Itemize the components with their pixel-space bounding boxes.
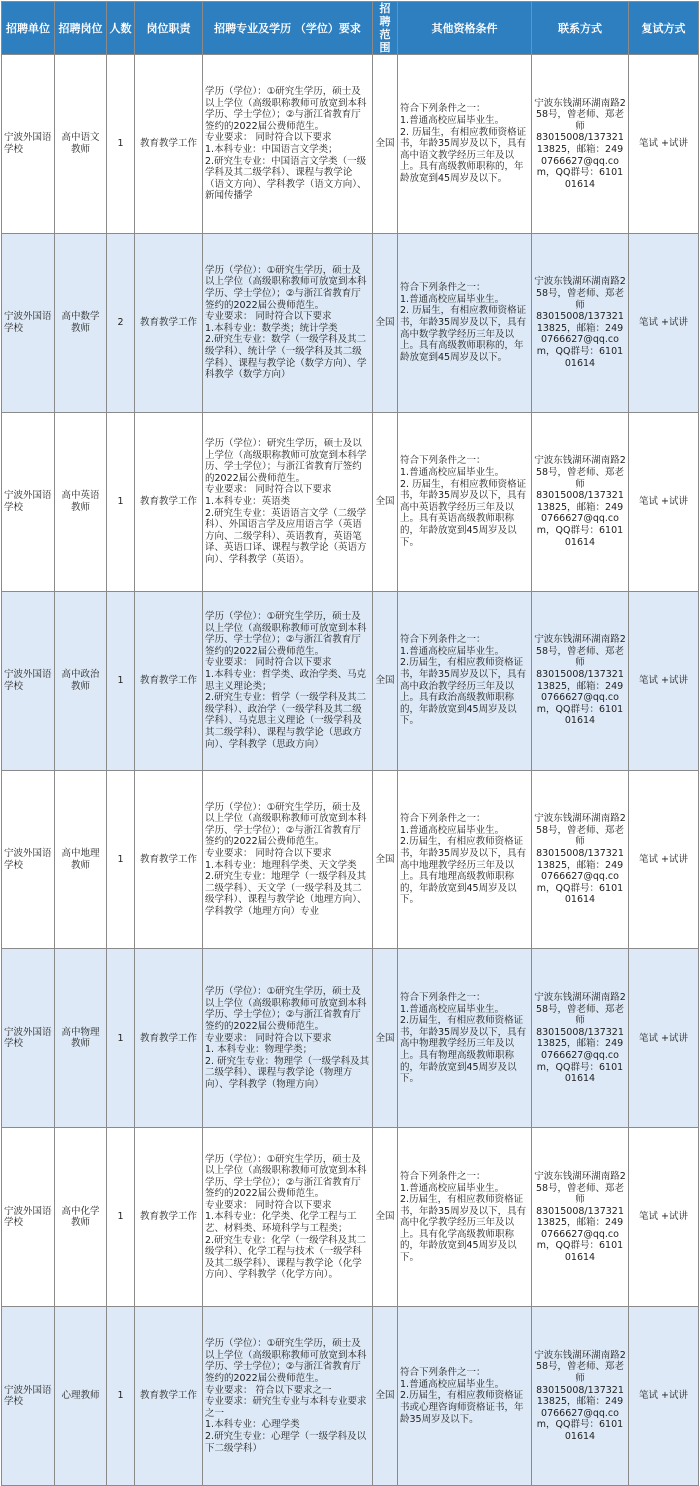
contact-cell: 宁波东钱湖环湖南路258号，曾老师、郑老师 83015008/13732113825，邮箱：2490766627@qq.com，QQ群号：610101614: [532, 1128, 629, 1307]
unit-cell: 宁波外国语学校: [2, 1128, 55, 1307]
header-other: 其他资格条件: [398, 2, 532, 55]
post-cell: 高中语文教师: [55, 55, 107, 234]
major-cell: 学历（学位）：研究生学历，硕士及以上学位（高级职称教师可放宽到本科学历、学士学位）；与浙江省教育厅签约的2022届公费师范生。 专业要求： 同时符合以下要求 1.本科专业：英语类 2.研究生专业：英语语言文学（二级学科）、外国语言学及应用语言学（英语方向、二级学科）、英语教育，英语笔译、英语口译、课程与教学论（英语方向）、学科教学（英语）。: [203, 412, 373, 591]
unit-cell: 宁波外国语学校: [2, 55, 55, 234]
duty-cell: 教育教学工作: [135, 949, 203, 1128]
unit-cell: 宁波外国语学校: [2, 591, 55, 770]
other-cell: 符合下列条件之一： 1.普通高校应届毕业生。 2.历届生，有相应教师资格证书，年龄35周岁及以下，具有高中物理教学经历三年及以上。具有物理高级教师职称的，年龄放宽到45周岁及以下。: [398, 949, 532, 1128]
contact-cell: 宁波东钱湖环湖南路258号，曾老师、郑老师 83015008/13732113825，邮箱：2490766627@qq.com，QQ群号：610101614: [532, 233, 629, 412]
post-cell: 高中政治教师: [55, 591, 107, 770]
retest-cell: 笔试 +试讲: [629, 770, 699, 949]
table-row: [2, 412, 699, 591]
post-cell: 心理教师: [55, 1307, 107, 1486]
header-duty: 岗位职责: [135, 2, 203, 55]
major-cell: 学历（学位）：①研究生学历，硕士及以上学位（高级职称教师可放宽到本科学历、学士学位）；②与浙江省教育厅签约的2022届公费师范生。 专业要求： 同时符合以下要求 1.本科专业：哲学类、政治学类、马克思主义理论类； 2.研究生专业：哲学（一级学科及其二级学科）、政治学（一级学科及其二级学科）、马克思主义理论（一级学科及其二级学科）、课程与教学论（思政方向）、学科教学（思政方向）: [203, 591, 373, 770]
major-cell: 学历（学位）：①研究生学历，硕士及以上学位（高级职称教师可放宽到本科学历、学士学位）；②与浙江省教育厅签约的2022届公费师范生。 专业要求： 同时符合以下要求 1.本科专业：地理科学类、天文学类 2.研究生专业：地理学（一级学科及其二级学科）、天文学（一级学科及其二级学科）、课程与教学论（地理方向）、学科教学（地理方向）专业: [203, 770, 373, 949]
count-cell: 1: [107, 412, 135, 591]
scope-cell: 全国: [373, 1128, 398, 1307]
post-cell: 高中化学教师: [55, 1128, 107, 1307]
other-cell: 符合下列条件之一： 1.普通高校应届毕业生。 2. 历届生，有相应教师资格证书，年龄35周岁及以下，具有高中英语教学经历三年及以上。具有英语高级教师职称的，年龄放宽到45周岁及以下。: [398, 412, 532, 591]
major-cell: 学历（学位）：①研究生学历，硕士及以上学位（高级职称教师可放宽到本科学历、学士学位）；②与浙江省教育厅签约的2022届公费师范生。 专业要求： 同时符合以下要求 1.本科专业：中国语言文学类； 2.研究生专业：中国语言文学类（一级学科及其二级学科）、课程与教学论（语文方向）、学科教学（语文方向）、新闻传播学: [203, 55, 373, 234]
contact-cell: 宁波东钱湖环湖南路258号，曾老师、郑老师 83015008/13732113825，邮箱：2490766627@qq.com，QQ群号：610101614: [532, 770, 629, 949]
other-cell: 符合下列条件之一： 1.普通高校应届毕业生。 2.历届生，有相应教师资格证书，年龄35周岁及以下，具有高中政治教学经历三年及以上。具有政治高级教师职称的，年龄放宽到45周岁及以下。: [398, 591, 532, 770]
post-cell: 高中英语教师: [55, 412, 107, 591]
header-count: 人数: [107, 2, 135, 55]
unit-cell: 宁波外国语学校: [2, 233, 55, 412]
header-unit: 招聘单位: [2, 2, 55, 55]
table-row: [2, 55, 699, 234]
major-cell: 学历（学位）：①研究生学历，硕士及以上学位（高级职称教师可放宽到本科学历、学士学位）；②与浙江省教育厅签约的2022届公费师范生。 专业要求： 符合以下要求之一 专业要求：研究生专业与本科专业要求之一 1.本科专业：心理学类 2.研究生专业：心理学（一级学科及以下二级学科）: [203, 1307, 373, 1486]
contact-cell: 宁波东钱湖环湖南路258号，曾老师、郑老师 83015008/13732113825，邮箱：2490766627@qq.com，QQ群号：610101614: [532, 55, 629, 234]
other-cell: 符合下列条件之一： 1.普通高校应届毕业生。 2.历届生，有相应教师资格证书，年龄35周岁及以下，具有高中化学教学经历三年及以上。具有化学高级教师职称的，年龄放宽到45周岁及以下。: [398, 1128, 532, 1307]
scope-cell: 全国: [373, 949, 398, 1128]
count-cell: 1: [107, 1307, 135, 1486]
major-cell: 学历（学位）：①研究生学历，硕士及以上学位（高级职称教师可放宽到本科学历、学士学位）；②与浙江省教育厅签约的2022届公费师范生。 专业要求： 同时符合以下要求 1. 本科专业：物理学类； 2. 研究生专业：物理学（一级学科及其二级学科）、课程与教学论（物理方向）、学科教学（物理方向）: [203, 949, 373, 1128]
contact-cell: 宁波东钱湖环湖南路258号，曾老师、郑老师 83015008/13732113825，邮箱：2490766627@qq.com，QQ群号：610101614: [532, 412, 629, 591]
scope-cell: 全国: [373, 591, 398, 770]
recruitment-table: [1, 1, 699, 1486]
scope-cell: 全国: [373, 233, 398, 412]
duty-cell: 教育教学工作: [135, 1128, 203, 1307]
contact-cell: 宁波东钱湖环湖南路258号，曾老师、郑老师 83015008/13732113825，邮箱：2490766627@qq.com，QQ群号：610101614: [532, 591, 629, 770]
retest-cell: 笔试 +试讲: [629, 1128, 699, 1307]
duty-cell: 教育教学工作: [135, 591, 203, 770]
header-contact: 联系方式: [532, 2, 629, 55]
other-cell: 符合下列条件之一： 1.普通高校应届毕业生。 2. 历届生，有相应教师资格证书，年龄35周岁及以下，具有高中语文教学经历三年及以上。具有高级教师职称的，年龄放宽到45周岁及以下。: [398, 55, 532, 234]
scope-cell: 全国: [373, 412, 398, 591]
major-cell: 学历（学位）：①研究生学历，硕士及以上学位（高级职称教师可放宽到本科学历、学士学位）；②与浙江省教育厅签约的2022届公费师范生。 专业要求： 同时符合以下要求 1.本科专业：数学类；统计学类 2.研究生专业：数学（一级学科及其二级学科）、统计学（一级学科及其二级学科）、课程与教学论（数学方向）、学科教学（数学方向）: [203, 233, 373, 412]
header-scope: 招聘范围: [373, 2, 398, 55]
other-cell: 符合下列条件之一： 1.普通高校应届毕业生。 2.历届生，有相应教师资格证书或心理咨询师资格证书，年龄35周岁及以下。: [398, 1307, 532, 1486]
retest-cell: 笔试 +试讲: [629, 1307, 699, 1486]
retest-cell: 笔试 +试讲: [629, 949, 699, 1128]
duty-cell: 教育教学工作: [135, 55, 203, 234]
table-row: [2, 233, 699, 412]
contact-cell: 宁波东钱湖环湖南路258号，曾老师、郑老师 83015008/13732113825，邮箱：2490766627@qq.com，QQ群号：610101614: [532, 1307, 629, 1486]
unit-cell: 宁波外国语学校: [2, 1307, 55, 1486]
duty-cell: 教育教学工作: [135, 770, 203, 949]
header-major: 招聘专业及学历 （学位）要求: [203, 2, 373, 55]
table-row: [2, 591, 699, 770]
post-cell: 高中数学教师: [55, 233, 107, 412]
post-cell: 高中地理教师: [55, 770, 107, 949]
scope-cell: 全国: [373, 55, 398, 234]
other-cell: 符合下列条件之一： 1.普通高校应届毕业生。 2. 历届生，有相应教师资格证书，年龄35周岁及以下，具有高中数学教学经历三年及以上。具有高级教师职称的，年龄放宽到45周岁及以下。: [398, 233, 532, 412]
contact-cell: 宁波东钱湖环湖南路258号，曾老师、郑老师 83015008/13732113825，邮箱：2490766627@qq.com，QQ群号：610101614: [532, 949, 629, 1128]
other-cell: 符合下列条件之一： 1.普通高校应届毕业生。 2.历届生，有相应教师资格证书，年龄35周岁及以下，具有高中地理教学经历三年及以上。具有地理高级教师职称的，年龄放宽到45周岁及以下。: [398, 770, 532, 949]
scope-cell: 全国: [373, 770, 398, 949]
header-post: 招聘岗位: [55, 2, 107, 55]
count-cell: 1: [107, 949, 135, 1128]
count-cell: 1: [107, 591, 135, 770]
header-retest: 复试方式: [629, 2, 699, 55]
count-cell: 2: [107, 233, 135, 412]
major-cell: 学历（学位）：①研究生学历，硕士及以上学位（高级职称教师可放宽到本科学历、学士学位）；②与浙江省教育厅签约的2022届公费师范生。 专业要求： 同时符合以下要求 1.本科专业：化学类、化学工程与工艺、材料类、环境科学与工程类； 2.研究生专业：化学（一级学科及其二级学科）、化学工程与技术（一级学科及其二级学科）、课程与教学论（化学方向）、学科教学（化学方向）。: [203, 1128, 373, 1307]
count-cell: 1: [107, 55, 135, 234]
table-row: [2, 1128, 699, 1307]
retest-cell: 笔试 +试讲: [629, 55, 699, 234]
count-cell: 1: [107, 1128, 135, 1307]
retest-cell: 笔试 +试讲: [629, 591, 699, 770]
count-cell: 1: [107, 770, 135, 949]
duty-cell: 教育教学工作: [135, 1307, 203, 1486]
duty-cell: 教育教学工作: [135, 233, 203, 412]
unit-cell: 宁波外国语学校: [2, 949, 55, 1128]
post-cell: 高中物理教师: [55, 949, 107, 1128]
header-row: [2, 2, 699, 55]
retest-cell: 笔试 +试讲: [629, 412, 699, 591]
table-row: [2, 770, 699, 949]
table-row: [2, 949, 699, 1128]
scope-cell: 全国: [373, 1307, 398, 1486]
unit-cell: 宁波外国语学校: [2, 412, 55, 591]
unit-cell: 宁波外国语学校: [2, 770, 55, 949]
retest-cell: 笔试 +试讲: [629, 233, 699, 412]
duty-cell: 教育教学工作: [135, 412, 203, 591]
table-row: [2, 1307, 699, 1486]
